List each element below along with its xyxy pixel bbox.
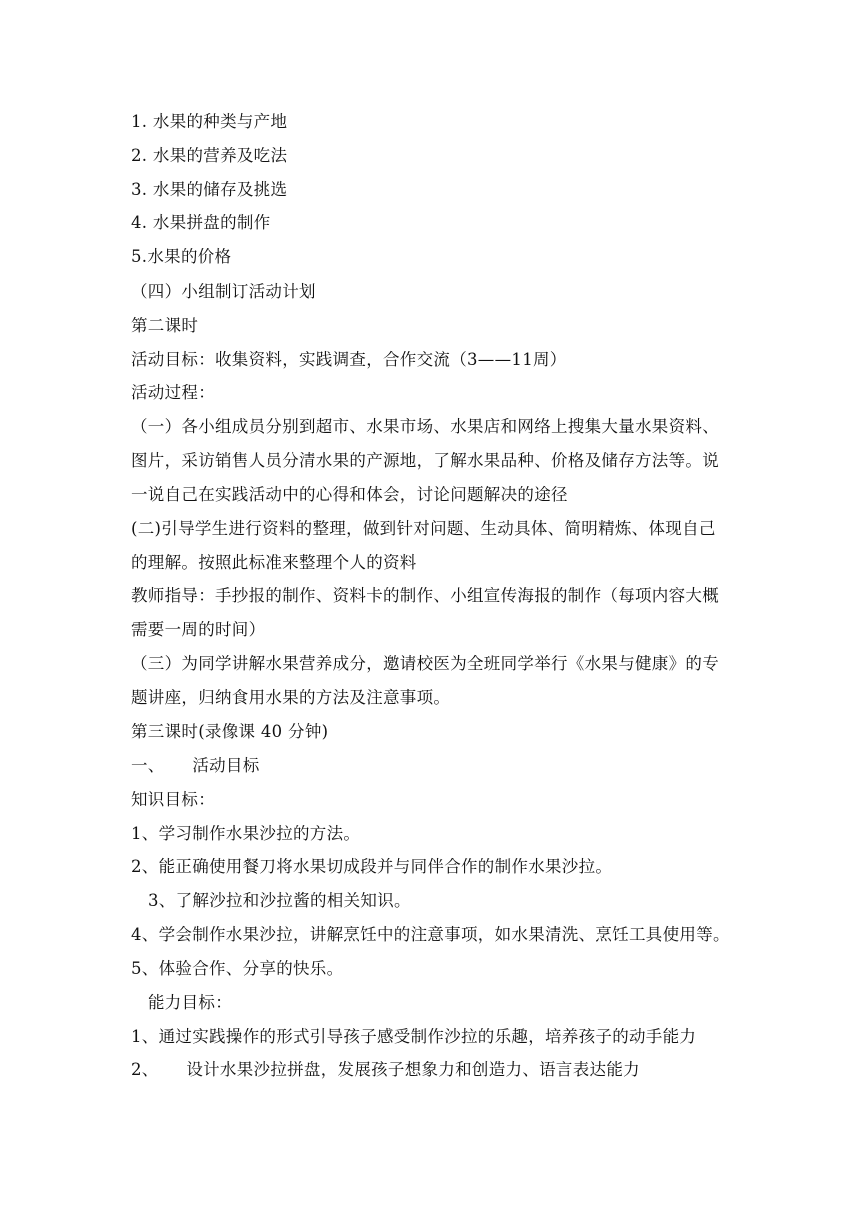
paragraph-1-line-1: （一）各小组成员分别到超市、水果市场、水果店和网络上搜集大量水果资料、 [131,417,719,436]
section-heading-4: （四）小组制订活动计划 [131,282,316,301]
paragraph-1-line-2: 图片，采访销售人员分清水果的产源地，了解水果品种、价格及储存方法等。说 [131,451,719,470]
list-item-2: 2. 水果的营养及吃法 [131,146,288,165]
list-item-4: 4. 水果拼盘的制作 [131,213,271,232]
teacher-guidance-line-2: 需要一周的时间） [131,620,266,639]
paragraph-1-line-3: 一说自己在实践活动中的心得和体会，讨论问题解决的途径 [131,485,568,504]
knowledge-item-4: 4、学会制作水果沙拉，讲解烹饪中的注意事项，如水果清洗、烹饪工具使用等。 [131,925,730,944]
knowledge-item-1: 1、学习制作水果沙拉的方法。 [131,824,361,843]
ability-item-1: 1、通过实践操作的形式引导孩子感受制作沙拉的乐趣，培养孩子的动手能力 [131,1027,697,1046]
paragraph-3-line-1: （三）为同学讲解水果营养成分，邀请校医为全班同学举行《水果与健康》的专 [131,654,719,673]
ability-goal-label: 能力目标： [148,993,232,1012]
lesson-2-heading: 第二课时 [131,316,199,335]
ability-item-2: 2、 设计水果沙拉拼盘，发展孩子想象力和创造力、语言表达能力 [131,1060,640,1079]
teacher-guidance-line-1: 教师指导：手抄报的制作、资料卡的制作、小组宣传海报的制作（每项内容大概 [131,586,719,605]
paragraph-2-line-1: (二)引导学生进行资料的整理，做到针对问题、生动具体、简明精炼、体现自己 [131,519,716,538]
list-item-3: 3. 水果的储存及挑选 [131,180,288,199]
paragraph-2-line-2: 的理解。按照此标准来整理个人的资料 [131,553,417,572]
list-item-5: 5.水果的价格 [131,247,232,266]
activity-process-label: 活动过程： [131,383,215,402]
knowledge-item-5: 5、体验合作、分享的快乐。 [131,959,344,978]
list-item-1: 1. 水果的种类与产地 [131,112,288,131]
lesson-3-heading: 第三课时(录像课 40 分钟) [131,722,329,741]
knowledge-item-3: 3、了解沙拉和沙拉酱的相关知识。 [148,891,411,910]
knowledge-goal-label: 知识目标： [131,790,215,809]
activity-goal-heading: 一、 活动目标 [131,756,260,775]
knowledge-item-2: 2、能正确使用餐刀将水果切成段并与同伴合作的制作水果沙拉。 [131,857,613,876]
activity-goal: 活动目标：收集资料，实践调查，合作交流（3——11周） [131,350,567,369]
paragraph-3-line-2: 题讲座，归纳食用水果的方法及注意事项。 [131,688,451,707]
